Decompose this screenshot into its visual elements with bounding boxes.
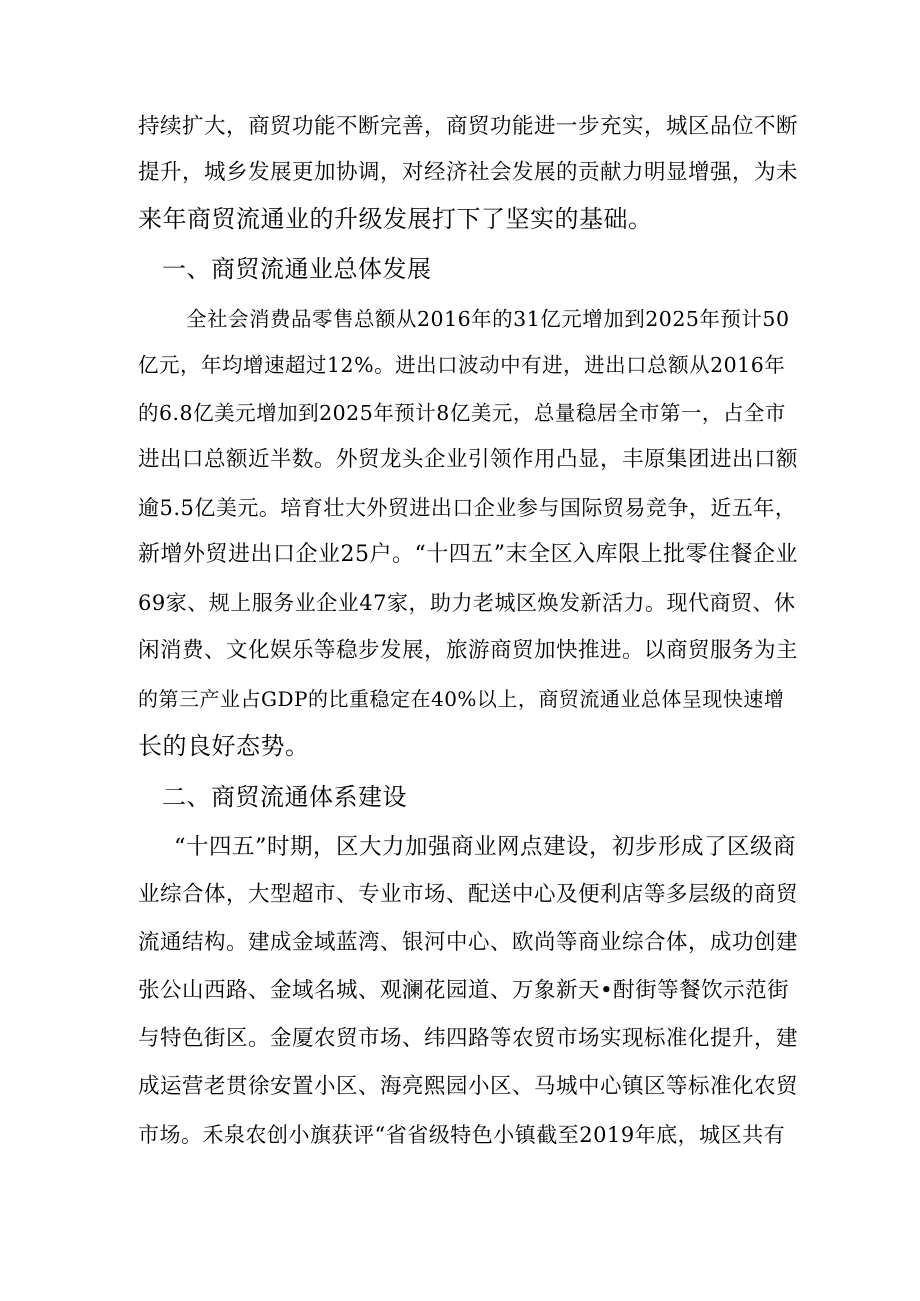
- paragraph-line: 业综合体，大型超市、专业市场、配送中心及便利店等多层级的商贸: [138, 882, 799, 907]
- paragraph-line: 的6.8亿美元增加到2025年预计8亿美元，总量稳居全市第一，占全市: [138, 401, 786, 425]
- paragraph-line: 流通结构。建成金域蓝湾、银河中心、欧尚等商业综合体，成功创建: [138, 930, 799, 955]
- paragraph-line: 亿元，年均增速超过12%。进出口波动中有进，进出口总额从2016年: [138, 353, 786, 377]
- paragraph-line: 市场。禾泉农创小旗获评“省省级特色小镇截至2019年底，城区共有: [138, 1123, 786, 1147]
- paragraph-line: 的第三产业占GDP的比重稳定在40%以上，商贸流通业总体呈现快速增: [138, 687, 785, 711]
- paragraph-line: 与特色街区。金厦农贸市场、纬四路等农贸市场实现标准化提升，建: [138, 1026, 799, 1051]
- paragraph-line: 进出口总额近半数。外贸龙头企业引领作用凸显，丰原集团进出口额: [138, 447, 799, 472]
- paragraph-line: 全社会消费品零售总额从2016年的31亿元增加到2025年预计50: [186, 307, 790, 331]
- paragraph-line: 新增外贸进出口企业25户。“十四五”末全区入库限上批零住餐企业: [138, 542, 798, 567]
- paragraph-line: 长的良好态势。: [138, 732, 310, 760]
- paragraph-line: 69家、规上服务业企业47家，助力老城区焕发新活力。现代商贸、休: [138, 591, 796, 615]
- paragraph-line: 成运营老贯徐安置小区、海亮熙园小区、马城中心镇区等标准化农贸: [138, 1074, 799, 1099]
- section-heading-2: 二、商贸流通体系建设: [162, 783, 407, 811]
- paragraph-line: “十四五”时期，区大力加强商业网点建设，初步形成了区级商: [174, 834, 797, 860]
- paragraph-line: 来年商贸流通业的升级发展打下了坚实的基础。: [138, 205, 653, 233]
- paragraph-line: 持续扩大，商贸功能不断完善，商贸功能进一步充实，城区品位不断: [138, 114, 799, 139]
- paragraph-line: 闲消费、文化娱乐等稳步发展，旅游商贸加快推进。以商贸服务为主: [138, 638, 799, 663]
- paragraph-line: 提升，城乡发展更加协调，对经济社会发展的贡献力明显增强，为未: [138, 160, 799, 185]
- paragraph-line: 张公山西路、金域名城、观澜花园道、万象新天•酎街等餐饮示范街: [138, 978, 790, 1003]
- section-heading-1: 一、商贸流通业总体发展: [162, 255, 432, 283]
- paragraph-line: 逾5.5亿美元。培育壮大外贸进出口企业参与国际贸易竞争，近五年，: [138, 496, 797, 520]
